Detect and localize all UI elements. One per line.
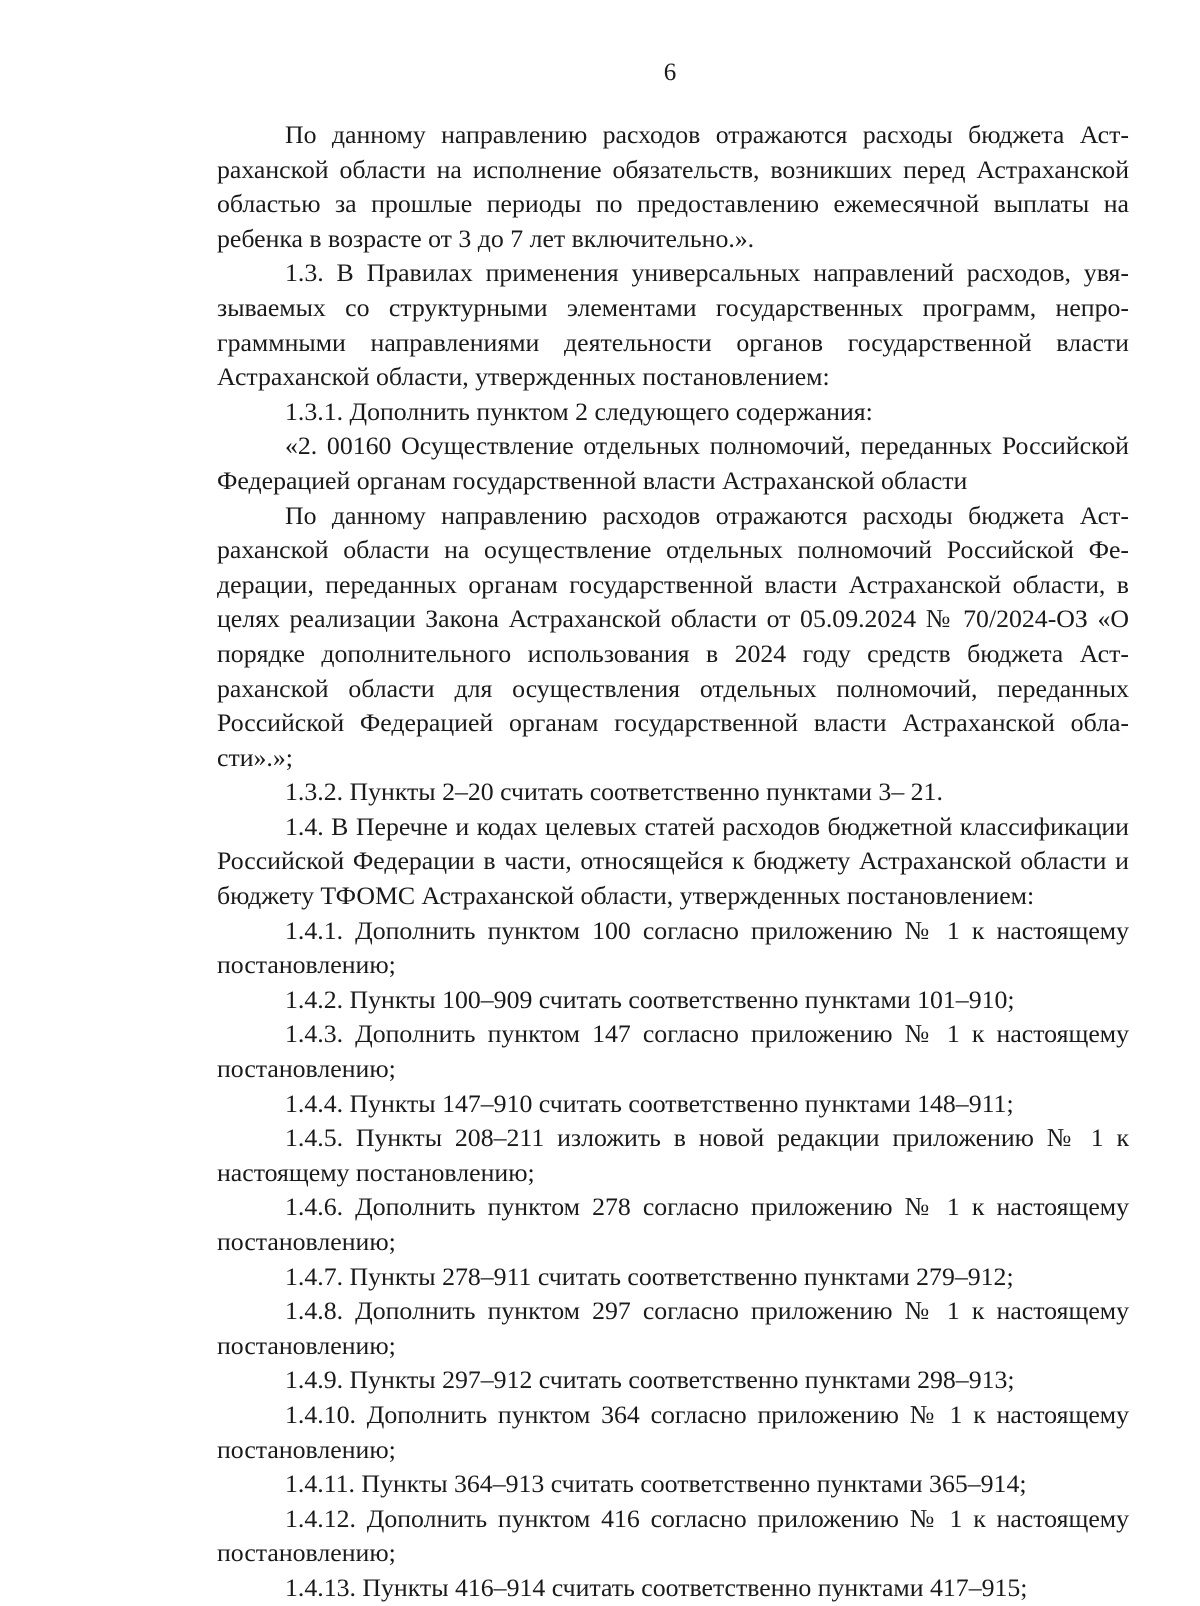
document-body <box>217 118 1129 1606</box>
page-number: 6 <box>663 59 677 86</box>
paragraph: 1.3.1. Дополнить пунктом 2 следующего содержания: <box>285 396 873 426</box>
paragraph: 1.4.5. Пункты 208–211 изложить в новой редакции приложению № 1 к настоящему постановлению; <box>217 1123 1129 1187</box>
paragraph: По данному направлению расходов отражаются расходы бюджета Астраханской области на исполнение обязательств, возникших перед Астраханской областью за прошлые периоды по предоставлению ежемесячной выплаты на ребенка в возрасте от 3 до 7 лет включительно.». <box>217 120 1129 253</box>
paragraph: 1.4.8. Дополнить пунктом 297 согласно приложению № 1 к настоящему постановлению; <box>217 1296 1129 1360</box>
paragraph: 1.3.2. Пункты 2–20 считать соответственно пунктами 3– 21. <box>285 777 943 807</box>
paragraph: По данному направлению расходов отражаются расходы бюджета Астраханской области на осуществление отдельных полномочий Российской Федерации, переданных органам государственной власти Астраханской области, в целях реализации Закона Астраханской области от 05.09.2024 № 70/2024-ОЗ «О порядке дополнительного использования в 2024 году средств бюджета Астраханской области для осуществления отдельных полномочий, переданных Российской Федерацией органам государственной власти Астраханской области».»; <box>217 500 1129 772</box>
paragraph: 1.4.1. Дополнить пунктом 100 согласно приложению № 1 к настоящему постановлению; <box>217 915 1129 980</box>
paragraph: 1.4.4. Пункты 147–910 считать соответственно пунктами 148–911; <box>285 1088 1014 1118</box>
paragraph: 1.4.6. Дополнить пунктом 278 согласно приложению № 1 к настоящему постановлению; <box>217 1192 1129 1256</box>
paragraph: 1.4.10. Дополнить пунктом 364 согласно приложению № 1 к настоящему постановлению; <box>217 1399 1129 1464</box>
paragraph: 1.4.7. Пункты 278–911 считать соответственно пунктами 279–912; <box>285 1261 1014 1291</box>
paragraph: «2. 00160 Осуществление отдельных полномочий, переданных Российской Федерацией органам государственной власти Астраханской области <box>217 431 1129 495</box>
paragraph: 1.4.3. Дополнить пунктом 147 согласно приложению № 1 к настоящему постановлению; <box>217 1019 1129 1084</box>
paragraph: 1.4.9. Пункты 297–912 считать соответственно пунктами 298–913; <box>285 1365 1015 1395</box>
paragraph: 1.3. В Правилах применения универсальных направлений расходов, увязываемых со структурными элементами государственных программ, непрограммными направлениями деятельности органов государственной власти Астраханской области, утвержденных постановлением: <box>217 258 1129 392</box>
paragraph: 1.4.13. Пункты 416–914 считать соответственно пунктами 417–915; <box>285 1572 1028 1602</box>
paragraph: 1.4.2. Пункты 100–909 считать соответственно пунктами 101–910; <box>285 984 1015 1014</box>
paragraph: 1.4.11. Пункты 364–913 считать соответственно пунктами 365–914; <box>285 1469 1027 1499</box>
paragraph: 1.4.12. Дополнить пунктом 416 согласно приложению № 1 к настоящему постановлению; <box>217 1503 1129 1568</box>
paragraph: 1.4. В Перечне и кодах целевых статей расходов бюджетной классификации Российской Федерации в части, относящейся к бюджету Астраханской области и бюджету ТФОМС Астраханской области, утвержденных постановлением: <box>217 811 1129 911</box>
